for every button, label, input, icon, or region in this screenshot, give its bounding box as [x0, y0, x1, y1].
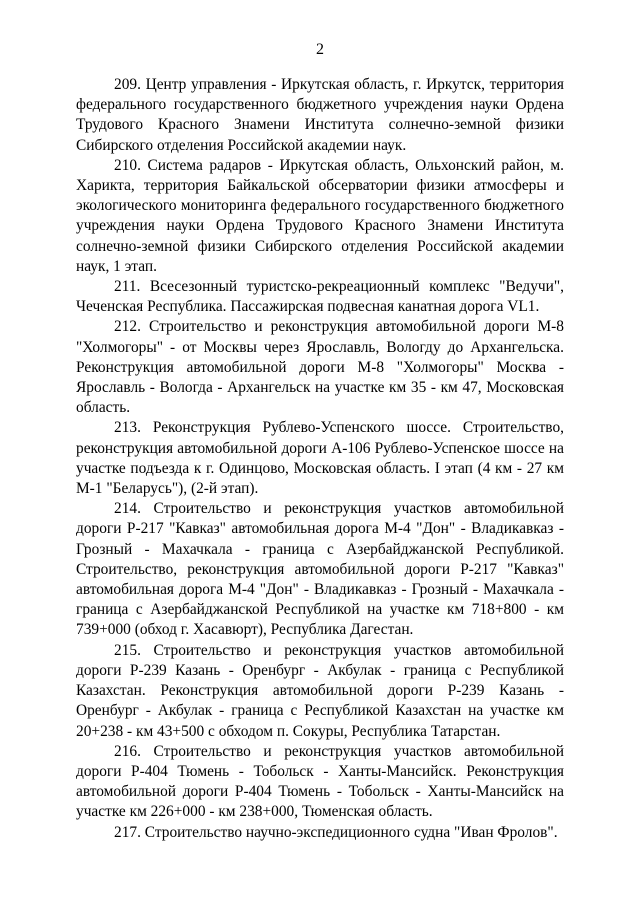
list-item: 211. Всесезонный туристско-рекреационный комплекс "Ведучи", Чеченская Республика. Пассажирская подвесная канатная дорога VL1.	[76, 278, 564, 316]
list-item: 214. Строительство и реконструкция участков автомобильной дороги Р-217 "Кавказ" автомобильная дорога М-4 "Дон" - Владикавказ - Грозный - Махачкала - граница с Азербайджанской Республикой. Строительство, реконструкция автомобильной дороги Р-217 "Кавказ" автомобильная дорога М-4 "Дон" - Владикавказ - Грозный - Махачкала - граница с Азербайджанской Республикой на участке км 718+800 - км 739+000 (обход г. Хасавюрт), Республика Дагестан.	[76, 500, 564, 639]
list-item: 213. Реконструкция Рублево-Успенского шоссе. Строительство, реконструкция автомобильной дороги А-106 Рублево-Успенское шоссе на участке подъезда к г. Одинцово, Московская область. I этап (4 км - 27 км М-1 "Беларусь"), (2-й этап).	[76, 419, 564, 498]
list-item: 217. Строительство научно-экспедиционного судна "Иван Фролов".	[114, 823, 558, 841]
list-item: 210. Система радаров - Иркутская область, Ольхонский район, м. Харикта, территория Байкальской обсерватории физики атмосферы и экологического мониторинга федерального государственного бюджетного учреждения науки Ордена Трудового Красного Знамени Института солнечно-земной физики Сибирского отделения Российской академии наук, 1 этап.	[76, 156, 564, 275]
list-item: 212. Строительство и реконструкция автомобильной дороги М-8 "Холмогоры" - от Москвы через Ярославль, Вологду до Архангельска. Реконструкция автомобильной дороги М-8 "Холмогоры" Москва - Ярославль - Вологда - Архангельск на участке км 35 - км 47, Московская область.	[76, 318, 564, 417]
document-body	[76, 75, 564, 843]
list-item: 216. Строительство и реконструкция участков автомобильной дороги Р-404 Тюмень - Тобольск - Ханты-Мансийск. Реконструкция автомобильной дороги Р-404 Тюмень - Тобольск - Ханты-Мансийск на участке км 226+000 - км 238+000, Тюменская область.	[76, 742, 564, 821]
list-item: 215. Строительство и реконструкция участков автомобильной дороги Р-239 Казань - Оренбург - Акбулак - граница с Республикой Казахстан. Реконструкция автомобильной дороги Р-239 Казань - Оренбург - Акбулак - граница с Республикой Казахстан на участке км 20+238 - км 43+500 с обходом п. Сокуры, Республика Татарстан.	[76, 641, 564, 740]
page-number: 2	[316, 41, 324, 58]
list-item: 209. Центр управления - Иркутская область, г. Иркутск, территория федерального государственного бюджетного учреждения науки Ордена Трудового Красного Знамени Института солнечно-земной физики Сибирского отделения Российской академии наук.	[76, 76, 564, 154]
